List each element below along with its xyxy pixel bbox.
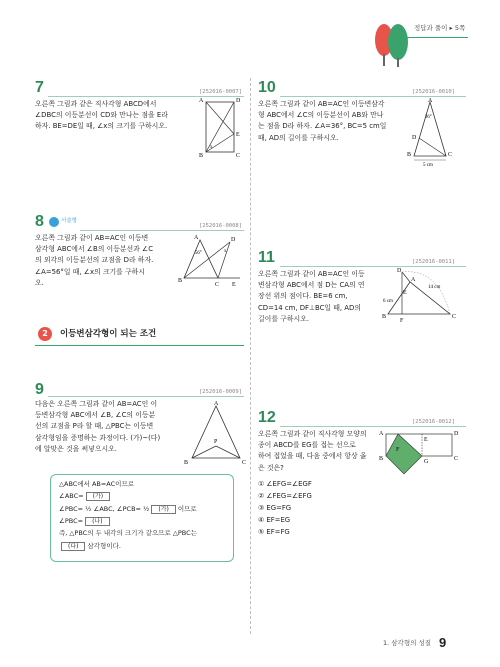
svg-text:6 cm: 6 cm <box>383 299 393 304</box>
proof-line-2: ∠ABC= (가) <box>59 490 197 502</box>
svg-text:C: C <box>242 460 246 466</box>
svg-text:B: B <box>379 456 384 462</box>
svg-text:E: E <box>232 282 236 288</box>
option-4[interactable]: ④ EF=EG <box>258 516 291 525</box>
section-2-number: 2 <box>38 327 52 341</box>
problem-12-code: [252016-0012] <box>412 419 456 425</box>
svg-text:D: D <box>412 135 417 141</box>
problem-8-number: 8 <box>35 213 44 230</box>
svg-text:C: C <box>452 314 457 320</box>
problem-9-proof-box <box>50 474 234 562</box>
svg-text:C: C <box>448 152 453 158</box>
column-divider <box>250 78 251 634</box>
essay-badge-label: 서술형 <box>61 218 77 224</box>
option-1[interactable]: ① ∠EFG=∠EGF <box>258 480 312 488</box>
problem-7-text: 오른쪽 그림과 같은 직사각형 ABCD에서 ∠DBC의 이등분선이 CD와 만나는 점을 E라 하자. BE=DE일 때, ∠x의 크기를 구하시오. <box>35 100 168 131</box>
svg-text:A: A <box>214 401 219 407</box>
svg-text:B: B <box>407 152 412 158</box>
page-number: 9 <box>439 635 447 650</box>
svg-text:x: x <box>210 145 213 150</box>
problem-7-code: [252016-0007] <box>199 89 243 95</box>
svg-text:C: C <box>236 153 241 158</box>
problem-11-figure <box>380 264 464 324</box>
svg-text:F: F <box>400 318 404 324</box>
problem-8-code: [252016-0008] <box>199 223 243 229</box>
svg-text:C: C <box>215 282 220 288</box>
problem-10-code: [252016-0010] <box>412 89 456 95</box>
svg-text:E: E <box>403 290 407 296</box>
svg-text:14 cm: 14 cm <box>428 285 441 290</box>
option-3[interactable]: ③ EG=FG <box>258 504 292 513</box>
svg-text:5 cm: 5 cm <box>423 163 433 168</box>
svg-text:A: A <box>428 98 433 104</box>
problem-7-figure <box>198 94 244 158</box>
section-2-title: 이등변삼각형이 되는 조건 <box>60 329 157 339</box>
svg-text:B: B <box>184 460 189 466</box>
svg-text:G: G <box>424 459 429 465</box>
svg-text:C: C <box>454 456 459 462</box>
problem-11-code: [252016-0011] <box>412 259 456 265</box>
tree-logo <box>372 20 412 68</box>
problem-9-text: 다음은 오른쪽 그림과 같이 AB=AC인 이 등변삼각형 ABC에서 ∠B, ∠C의 이등분 선의 교점을 P라 할 때, △PBC는 이등변 삼각형임을 증명하는 과정이다. (가)~(다) 에 알맞은 것을 써넣으시오. <box>35 400 161 453</box>
proof-blank-ga[interactable]: (가) <box>86 492 110 501</box>
svg-text:36°: 36° <box>425 115 432 120</box>
footer-chapter: 1. 삼각형의 성질 <box>383 639 432 647</box>
svg-text:B: B <box>199 153 204 158</box>
problem-12-options <box>258 478 312 538</box>
svg-text:A: A <box>379 431 384 437</box>
header-rule <box>398 37 468 38</box>
problem-10-number: 10 <box>258 79 276 96</box>
problem-9-number: 9 <box>35 381 44 398</box>
problem-12-figure <box>378 426 464 482</box>
problem-10-figure <box>404 96 460 170</box>
problem-8-figure <box>178 230 248 288</box>
proof-blank-na[interactable]: (나) <box>85 517 109 526</box>
problem-9-code: [252016-0009] <box>199 389 243 395</box>
svg-text:D: D <box>231 237 236 243</box>
svg-text:D: D <box>397 268 402 274</box>
problem-9-figure <box>184 398 246 468</box>
proof-line-3: ∠PBC= ½ ∠ABC, ∠PCB= ½ (가) 이므로 <box>59 504 197 513</box>
proof-blank-da[interactable]: (다) <box>61 542 85 551</box>
option-5[interactable]: ⑤ EF=FG <box>258 528 290 537</box>
proof-line-5: 즉, △PBC의 두 내각의 크기가 같으므로 △PBC는 <box>59 529 197 538</box>
answer-reference: 정답과 풀이 ▸ 5쪽 <box>414 24 466 32</box>
problem-8-text: 오른쪽 그림과 같이 AB=AC인 이등변 삼각형 ABC에서 ∠B의 이등분선과 ∠C 의 외각의 이등분선의 교점을 D라 하자. ∠A=56°일 때, ∠x의 크기를 구하시 오. <box>35 234 154 287</box>
svg-text:A: A <box>411 277 416 283</box>
svg-text:F: F <box>396 447 400 453</box>
proof-line-4: ∠PBC= (나) <box>59 515 197 527</box>
svg-text:A: A <box>194 235 199 241</box>
svg-text:D: D <box>454 431 459 437</box>
proof-line-6: (다) 삼각형이다. <box>59 540 197 552</box>
problem-11-number: 11 <box>258 249 275 266</box>
problem-9-rule <box>48 396 244 397</box>
problem-10-text: 오른쪽 그림과 같이 AB=AC인 이등변삼각 형 ABC에서 ∠C의 이등분선이 AB와 만나 는 점을 D라 하자. ∠A=36°, BC=5 cm일 때, AD의 길이를 구하시오. <box>258 100 387 142</box>
svg-text:56°: 56° <box>195 251 202 256</box>
svg-text:E: E <box>424 437 428 443</box>
problem-7-number: 7 <box>35 79 44 96</box>
proof-line-1: △ABC에서 AB=AC이므로 <box>59 480 135 488</box>
svg-text:B: B <box>178 278 183 284</box>
svg-text:D: D <box>236 98 241 104</box>
proof-blank-ga-2[interactable]: (가) <box>151 505 175 514</box>
svg-text:A: A <box>199 98 204 104</box>
problem-11-text: 오른쪽 그림과 같이 AB=AC인 이등 변삼각형 ABC에서 점 D는 CA의 연 장선 위의 점이다. BE=6 cm, CD=14 cm, DF⊥BC일 때, AD의 길이를 구하시오. <box>258 270 365 323</box>
problem-12-number: 12 <box>258 409 276 426</box>
svg-text:x: x <box>224 249 227 254</box>
essay-badge-icon <box>49 217 59 227</box>
section-2-rule <box>35 345 244 346</box>
option-2[interactable]: ② ∠FEG=∠EFG <box>258 492 312 501</box>
svg-text:E: E <box>236 132 240 138</box>
svg-text:B: B <box>382 314 387 320</box>
problem-12-text: 오른쪽 그림과 같이 직사각형 모양의 종이 ABCD를 EG를 접는 선으로 하여 접었을 때, 다음 중에서 항상 옳 은 것은? <box>258 430 367 472</box>
svg-text:P: P <box>214 439 218 445</box>
